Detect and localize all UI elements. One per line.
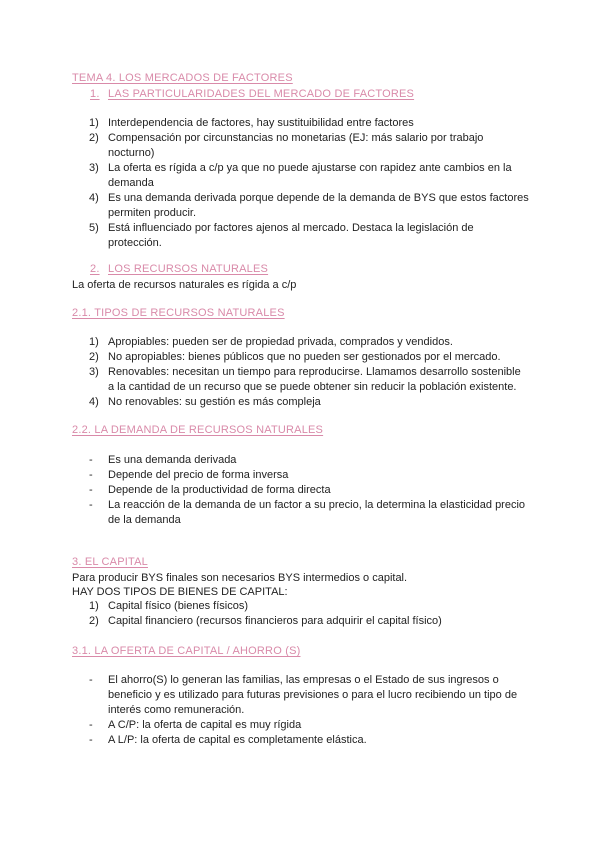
list-item-text: El ahorro(S) lo generan las familias, las empresas o el Estado de sus ingresos o beneficio y es utilizado para futuras previsiones o para el lucro recibiendo un tipo de interés como remuneración. <box>108 674 518 716</box>
list-item <box>89 350 529 365</box>
section-3-heading: 3. EL CAPITAL <box>72 556 148 568</box>
list-marker: - <box>89 454 93 466</box>
section-3-1-list <box>89 673 529 748</box>
list-marker: - <box>89 719 93 731</box>
section-1-list <box>89 116 529 251</box>
list-item-text: Renovables: necesitan un tiempo para reproducirse. Llamamos desarrollo sostenible a la cantidad de un recurso que se puede obtener sin reducir la población existente. <box>108 366 521 393</box>
section-3-list <box>89 599 529 629</box>
list-marker: - <box>89 499 93 511</box>
section-2-intro: La oferta de recursos naturales es rígida a c/p <box>72 279 297 291</box>
list-item <box>89 733 529 748</box>
list-item-text: Compensación por circunstancias no monetarias (EJ: más salario por trabajo nocturno) <box>108 132 484 159</box>
list-item <box>89 483 529 498</box>
list-marker: - <box>89 469 93 481</box>
list-marker: 2) <box>89 615 99 627</box>
list-item-text: Depende del precio de forma inversa <box>108 469 289 481</box>
section-2-heading: LOS RECURSOS NATURALES <box>108 263 269 275</box>
list-marker: - <box>89 734 93 746</box>
list-item <box>89 599 529 614</box>
list-item-text: La oferta es rígida a c/p ya que no puede ajustarse con rapidez ante cambios en la demanda <box>108 162 512 189</box>
list-item <box>89 335 529 350</box>
list-marker: 1) <box>89 600 99 612</box>
list-item <box>89 116 529 131</box>
list-item-text: Es una demanda derivada <box>108 454 237 466</box>
list-marker: 1) <box>89 117 99 129</box>
section-2-1-list <box>89 335 529 410</box>
list-item-text: No apropiables: bienes públicos que no pueden ser gestionados por el mercado. <box>108 351 501 363</box>
list-item <box>89 131 529 161</box>
list-item-text: Interdependencia de factores, hay sustituibilidad entre factores <box>108 117 414 129</box>
list-marker: 1) <box>89 336 99 348</box>
list-item <box>89 468 529 483</box>
list-item-text: Capital financiero (recursos financieros para adquirir el capital físico) <box>108 615 442 627</box>
list-marker: 4) <box>89 192 99 204</box>
list-item <box>89 673 529 718</box>
list-marker: 4) <box>89 396 99 408</box>
list-item <box>89 498 529 528</box>
section-2-number: 2. <box>90 263 100 275</box>
section-3-line-2: HAY DOS TIPOS DE BIENES DE CAPITAL: <box>72 586 288 598</box>
list-item-text: No renovables: su gestión es más compleja <box>108 396 321 408</box>
list-item <box>89 453 529 468</box>
section-1-number: 1. <box>90 88 100 100</box>
section-2-2-list <box>89 453 529 528</box>
list-item <box>89 191 529 221</box>
section-1-heading: LAS PARTICULARIDADES DEL MERCADO DE FACTORES <box>108 88 415 100</box>
list-marker: 2) <box>89 351 99 363</box>
list-item-text: Apropiables: pueden ser de propiedad privada, comprados y vendidos. <box>108 336 453 348</box>
list-item-text: Es una demanda derivada porque depende de la demanda de BYS que estos factores permiten producir. <box>108 192 529 219</box>
list-item <box>89 365 529 395</box>
list-marker: 3) <box>89 162 99 174</box>
list-marker: 2) <box>89 132 99 144</box>
list-item-text: Depende de la productividad de forma directa <box>108 484 331 496</box>
list-item <box>89 221 529 251</box>
list-item <box>89 395 529 410</box>
section-3-1-heading: 3.1. LA OFERTA DE CAPITAL / AHORRO (S) <box>72 645 301 657</box>
section-2-2-heading: 2.2. LA DEMANDA DE RECURSOS NATURALES <box>72 424 324 436</box>
list-item <box>89 614 529 629</box>
list-item-text: A L/P: la oferta de capital es completamente elástica. <box>108 734 367 746</box>
section-3-line-1: Para producir BYS finales son necesarios BYS intermedios o capital. <box>72 572 408 584</box>
document-title: TEMA 4. LOS MERCADOS DE FACTORES <box>72 72 293 84</box>
list-item <box>89 718 529 733</box>
list-marker: 3) <box>89 366 99 378</box>
list-item-text: La reacción de la demanda de un factor a su precio, la determina la elasticidad precio de la demanda <box>108 499 526 526</box>
list-item <box>89 161 529 191</box>
list-item-text: A C/P: la oferta de capital es muy rígida <box>108 719 302 731</box>
list-item-text: Está influenciado por factores ajenos al mercado. Destaca la legislación de protección. <box>108 222 474 249</box>
list-item-text: Capital físico (bienes físicos) <box>108 600 248 612</box>
list-marker: - <box>89 484 93 496</box>
list-marker: 5) <box>89 222 99 234</box>
list-marker: - <box>89 674 93 686</box>
section-2-1-heading: 2.1. TIPOS DE RECURSOS NATURALES <box>72 307 285 319</box>
